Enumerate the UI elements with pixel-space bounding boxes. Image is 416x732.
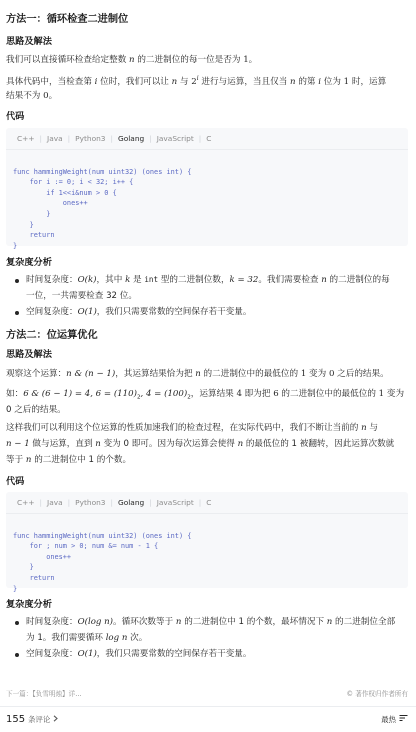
code-line: } (13, 220, 34, 229)
method1-impl-paragraph-line1: 具体代码中，当检查第 i 位时，我们可以让 n 与 2$^i$ 进行与运算，当且仅当 n 的第 i 位为 1 时，运算 (6, 75, 387, 87)
tab-cpp[interactable]: C++ (17, 133, 35, 143)
code-line: ones++ (13, 199, 88, 208)
method2-complexity-heading: 复杂度分析 (6, 599, 52, 610)
method1-complexity-heading: 复杂度分析 (6, 257, 52, 268)
method1-code-block (6, 128, 408, 250)
comments-toggle[interactable] (6, 712, 58, 728)
code-line: if 1<<i&num > 0 { (13, 188, 117, 197)
sort-button[interactable] (381, 714, 408, 725)
code-line: } (13, 209, 51, 218)
tab-cpp[interactable]: C++ (17, 497, 35, 507)
code-line: } (13, 563, 34, 572)
method2-observation: 观察这个运算：n & (n − 1)，其运算结果恰为把 n 的二进制位中的最低位的 1 变为 0 之后的结果。 (6, 369, 389, 379)
method1-code-heading: 代码 (6, 111, 25, 122)
next-article-link[interactable]: 下一篇：【负雪明烛】详... (6, 689, 82, 698)
method2-usage-line1: 这样我们可以利用这个位运算的性质加速我们的检查过程，在实际代码中，我们不断让当前的 n 与 (6, 423, 378, 433)
method1-title: 方法一：循环检查二进制位 (6, 14, 129, 25)
method2-time-complexity: 时间复杂度：O(log n)。循环次数等于 n 的二进制位中 1 的个数，最坏情况下 n 的二进制位全部 (14, 616, 408, 629)
code-line: return (13, 573, 55, 582)
tab-c[interactable]: C (206, 497, 212, 507)
tab-java[interactable]: Java (47, 497, 63, 507)
code-line: func hammingWeight(num uint32) (ones int) { (13, 531, 192, 540)
method1-impl-paragraph-line2: 结果不为 0。 (6, 91, 58, 101)
method1-idea-paragraph: 我们可以直接循环检查给定整数 n 的二进制位的每一位是否为 1。 (6, 55, 258, 65)
method2-language-tabs: C++ | Java | Python3 | Golang | JavaScript | C (6, 492, 408, 514)
code-line: ones++ (13, 552, 72, 561)
method2-idea-heading: 思路及解法 (6, 349, 52, 360)
tab-javascript[interactable]: JavaScript (156, 133, 194, 143)
method1-idea-heading: 思路及解法 (6, 36, 52, 47)
method2-usage-line3: 等于 n 的二进制位中 1 的个数。 (6, 455, 132, 465)
method2-space-complexity: 空间复杂度：O(1)，我们只需要常数的空间保存若干变量。 (14, 648, 408, 661)
comments-bar (6, 712, 408, 728)
chevron-right-icon (53, 714, 58, 727)
code-line: for i := 0; i < 32; i++ { (13, 178, 134, 187)
comment-count: 155 (6, 714, 26, 726)
method1-time-complexity: 时间复杂度：O(k)，其中 k 是 int 型的二进制位数，k = 32。我们需要检查 n 的二进制位的每 (14, 274, 408, 287)
copyright-notice: © 著作权归作者所有 (346, 689, 408, 698)
method2-code-heading: 代码 (6, 476, 25, 487)
method1-space-complexity: 空间复杂度：O(1)，我们只需要常数的空间保存若干变量。 (14, 306, 408, 319)
divider (0, 706, 416, 707)
code-line: for ; num > 0; num &= num - 1 { (13, 542, 159, 551)
method2-example-line1: 如：6 & (6 − 1) = 4, $6 = (110)_2$, $4 = (100)_2$，运算结果 4 即为把 6 的二进制位中的最低位的 1 变为 (6, 389, 405, 401)
article-footer (6, 687, 408, 701)
tab-c[interactable]: C (206, 133, 212, 143)
sort-label: 最热 (381, 715, 396, 725)
tab-javascript[interactable]: JavaScript (156, 497, 194, 507)
comment-label: 条评论 (28, 715, 51, 725)
tab-python3[interactable]: Python3 (75, 133, 106, 143)
method2-example-line2: 0 之后的结果。 (6, 405, 66, 415)
tab-python3[interactable]: Python3 (75, 497, 106, 507)
tab-golang[interactable]: Golang (118, 497, 145, 507)
tab-java[interactable]: Java (47, 133, 63, 143)
code-line: return (13, 231, 55, 240)
code-line: } (13, 241, 18, 250)
method1-language-tabs: C++ | Java | Python3 | Golang | JavaScript | C (6, 128, 408, 150)
code-line: } (13, 584, 18, 593)
sort-icon (399, 714, 408, 725)
method2-code-block (6, 492, 408, 593)
method1-time-complexity-line2: 一位，一共需要检查 32 位。 (26, 291, 137, 301)
method2-time-complexity-line2: 为 1。我们需要循环 log n 次。 (26, 633, 148, 643)
method2-usage-line2: n − 1 做与运算，直到 n 变为 0 即可。因为每次运算会使得 n 的最低位的 1 被翻转，因此运算次数就 (6, 439, 395, 449)
method2-title: 方法二：位运算优化 (6, 330, 98, 341)
tab-golang[interactable]: Golang (118, 133, 145, 143)
code-line: func hammingWeight(num uint32) (ones int) { (13, 167, 192, 176)
